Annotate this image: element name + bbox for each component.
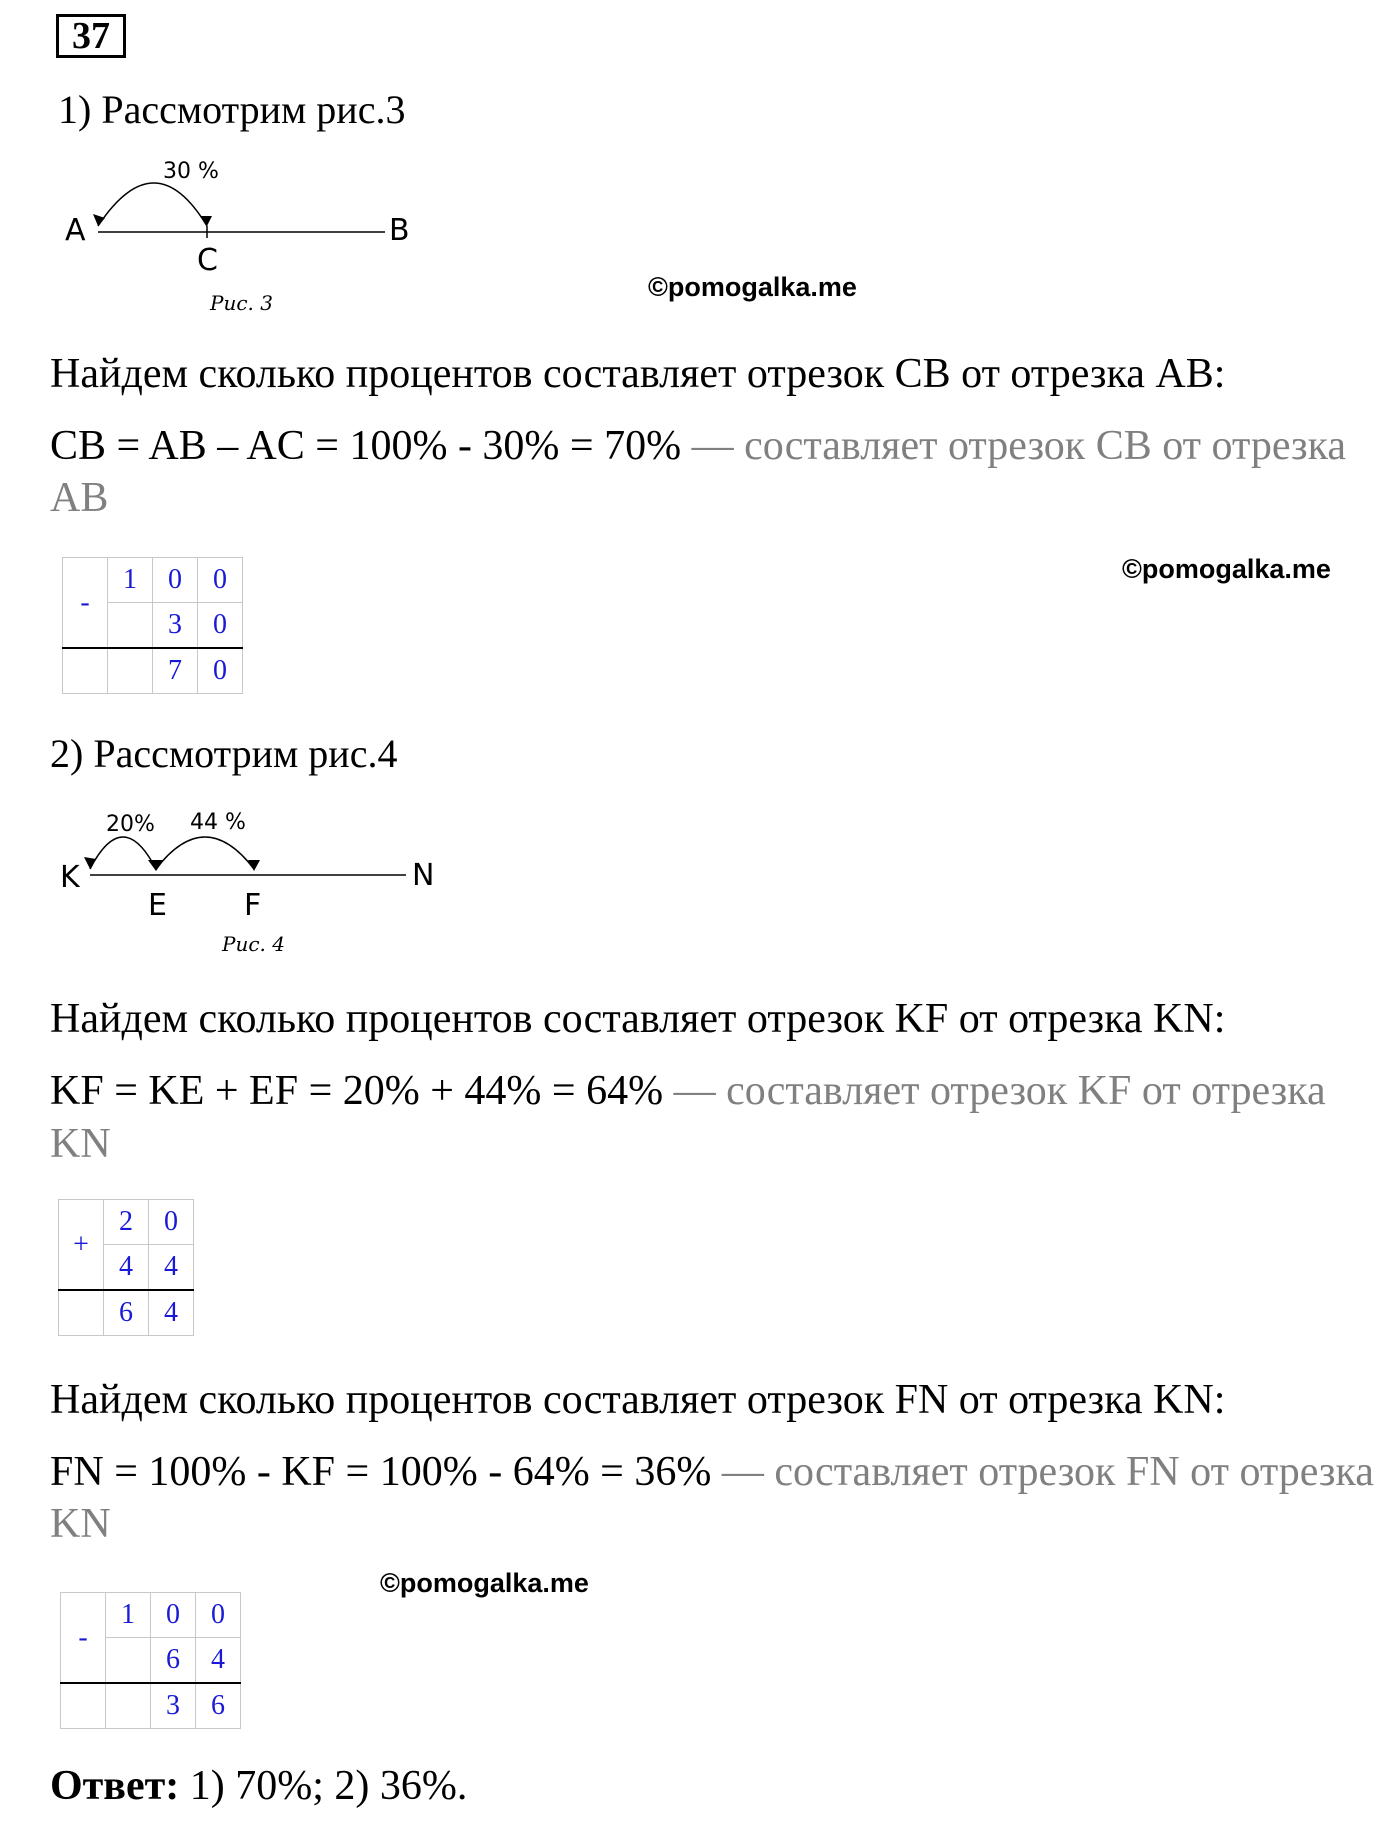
answer-line — [50, 1762, 467, 1810]
point-b-label: B — [389, 213, 410, 248]
part1-heading: 1) Рассмотрим рис.3 — [58, 87, 406, 132]
question-fn: Найдем сколько процентов составляет отрезок FN от отрезка KN: — [50, 1377, 1226, 1423]
watermark: ©pomogalka.me — [380, 1568, 589, 1598]
result-cell: 3 — [151, 1683, 196, 1729]
figure-caption: Рис. 3 — [210, 291, 273, 315]
result-cell — [106, 1683, 151, 1729]
percent-label: 30 % — [163, 159, 219, 184]
answer-label: Ответ: — [50, 1763, 180, 1809]
figure-caption: Рис. 4 — [222, 932, 285, 956]
digit-cell: 0 — [153, 558, 198, 603]
operator: + — [59, 1200, 104, 1291]
answer-text: 1) 70%; 2) 36%. — [189, 1763, 468, 1809]
digit-cell — [108, 603, 153, 649]
digit-cell: 6 — [151, 1638, 196, 1684]
percent-ke-label: 20% — [106, 812, 155, 837]
equation-text: KF = KE + EF = 20% + 44% = 64% — [50, 1068, 664, 1114]
result-cell: 4 — [149, 1290, 194, 1336]
result-cell: 6 — [104, 1290, 149, 1336]
arc-ke — [90, 837, 156, 869]
digit-cell: 0 — [151, 1593, 196, 1638]
figure-3 — [55, 150, 415, 320]
digit-cell: 0 — [196, 1593, 241, 1638]
digit-cell: 1 — [106, 1593, 151, 1638]
part2-heading: 2) Рассмотрим рис.4 — [50, 731, 398, 776]
equation-fn — [50, 1448, 1374, 1496]
question-cb: Найдем сколько процентов составляет отрезок CB от отрезка AB: — [50, 351, 1226, 397]
result-cell: 6 — [196, 1683, 241, 1729]
arc-ac — [98, 183, 207, 226]
digit-cell: 0 — [149, 1200, 194, 1245]
figure-4 — [50, 795, 450, 965]
digit-cell: 0 — [198, 603, 243, 649]
equation-cb — [50, 422, 1346, 470]
operator: - — [61, 1593, 106, 1684]
result-cell: 0 — [198, 648, 243, 694]
equation-note-continued: KN — [50, 1121, 111, 1167]
point-c-label: C — [197, 243, 218, 278]
point-k-label: K — [60, 860, 80, 895]
equation-text: CB = AB – AC = 100% - 30% = 70% — [50, 423, 682, 469]
question-kf: Найдем сколько процентов составляет отрезок KF от отрезка KN: — [50, 996, 1226, 1042]
point-e-label: E — [148, 888, 167, 923]
watermark: ©pomogalka.me — [648, 272, 857, 302]
digit-cell: 4 — [149, 1245, 194, 1291]
result-cell — [108, 648, 153, 694]
watermark: ©pomogalka.me — [1122, 554, 1331, 584]
operator: - — [63, 558, 108, 649]
arc-ef — [156, 837, 254, 869]
percent-ef-label: 44 % — [190, 810, 246, 835]
equation-note: — составляет отрезок CB от отрезка — [691, 423, 1346, 469]
equation-note: — составляет отрезок FN от отрезка — [721, 1449, 1374, 1495]
digit-cell: 2 — [104, 1200, 149, 1245]
digit-cell: 3 — [153, 603, 198, 649]
task-number: 37 — [56, 14, 126, 58]
digit-cell: 1 — [108, 558, 153, 603]
digit-cell: 4 — [196, 1638, 241, 1684]
result-cell: 7 — [153, 648, 198, 694]
equation-note-continued: KN — [50, 1501, 111, 1547]
equation-kf — [50, 1067, 1326, 1115]
digit-cell — [106, 1638, 151, 1684]
point-f-label: F — [244, 888, 262, 923]
point-a-label: A — [65, 213, 86, 248]
subtraction-table — [62, 557, 243, 694]
equation-note: — составляет отрезок KF от отрезка — [673, 1068, 1326, 1114]
addition-table — [58, 1199, 194, 1336]
subtraction-table — [60, 1592, 241, 1729]
digit-cell: 0 — [198, 558, 243, 603]
point-n-label: N — [412, 858, 435, 893]
equation-note-continued: AB — [50, 475, 109, 521]
digit-cell: 4 — [104, 1245, 149, 1291]
equation-text: FN = 100% - KF = 100% - 64% = 36% — [50, 1449, 712, 1495]
